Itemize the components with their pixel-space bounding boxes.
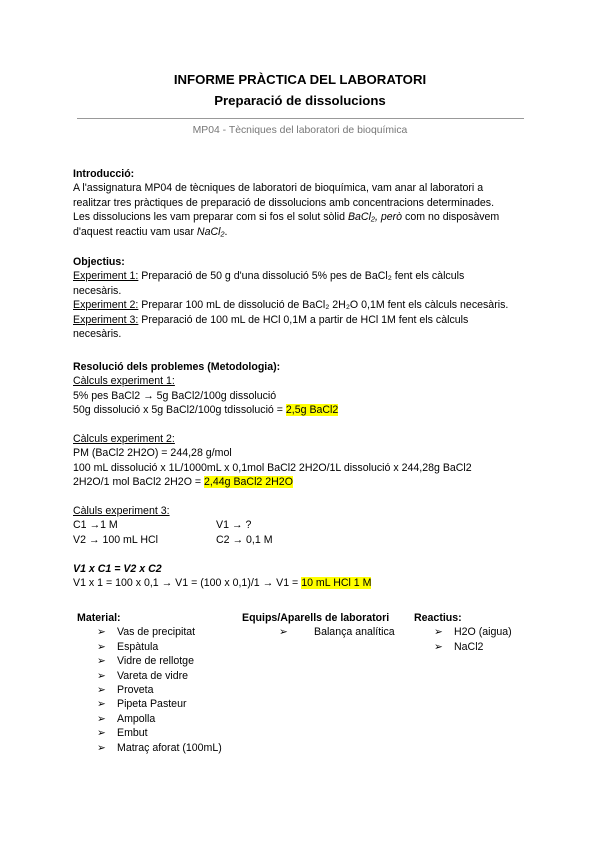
calc2-line-2: 100 mL dissolució x 1L/1000mL x 0,1mol BaCl2 2H2O/1L dissolució x 244,28g BaCl2 [73,461,472,474]
equipment-item-label: Balança analítica [314,626,395,639]
exp3-text: Preparació de 100 mL de HCl 0,1M a partir de HCl 1M fent els càlculs [138,313,469,326]
calc3-label: Càluls experiment 3: [73,505,170,517]
report-subtitle: Preparació de dissolucions [214,93,386,108]
intro-reagent-tail: . [224,225,228,238]
material-item [77,683,237,697]
course-name: MP04 - Tècniques del laboratori de bioquímica [192,125,408,136]
resolution-section [73,360,533,418]
calc2-line-3-text: 2H2O/1 mol BaCl2 2H2O = [73,476,205,489]
bullet-arrow-icon: ➢ [97,712,106,725]
material-item-label: Proveta [117,683,154,696]
objectives-heading: Objectius: [73,256,125,268]
reagent-item-label: H2O (aigua) [454,626,512,639]
bullet-arrow-icon: ➢ [97,626,106,639]
exp1-text: Preparació de 50 g d'una dissolució 5% pes de BaCl₂ fent els càlculs [138,270,465,283]
v1-value: V1 → ? [216,519,252,532]
resolution-heading: Resolució dels problemes (Metodologia): [73,361,281,373]
calc3-row-1 [73,518,533,532]
material-item [77,625,237,639]
calc2-section [73,432,533,490]
calc3-result: 10 mL HCl 1 M [301,577,372,590]
calc1-line-2 [73,403,533,417]
exp3-line-1 [73,313,533,327]
reagents-column [414,611,534,654]
material-item-label: Vas de precipitat [117,626,196,639]
calc2-label: Càlculs experiment 2: [73,433,175,445]
bullet-arrow-icon: ➢ [97,683,106,696]
material-item [77,697,237,711]
bullet-arrow-icon: ➢ [97,741,106,754]
material-item [77,741,237,755]
equipment-item [242,625,407,639]
exp1-label: Experiment 1: [73,270,139,283]
intro-solid: BaCl₂ [347,211,375,224]
calc1-label: Càlculs experiment 1: [73,375,175,388]
intro-line-3 [73,210,533,224]
calc3-section [73,504,533,547]
material-item [77,640,237,654]
calc2-line-1: PM (BaCl2 2H2O) = 244,28 g/mol [73,447,232,460]
reagent-item [414,640,534,654]
material-item-label: Espàtula [117,640,159,653]
exp2-line [73,298,533,312]
exp1-line-2: necesàris. [73,284,122,297]
intro-line-3-end: com no disposàvem [402,211,500,224]
v2-value: V2 → 100 mL HCl [73,533,158,546]
material-item [77,712,237,726]
reagent-item-label: NaCl2 [454,640,484,653]
bullet-arrow-icon: ➢ [97,640,106,653]
calc2-result: 2,44g BaCl2 2H2O [204,476,293,489]
exp3-label: Experiment 3: [73,313,139,326]
material-item-label: Pipeta Pasteur [117,698,187,711]
calc3-row-2 [73,533,533,547]
intro-line-4 [73,225,533,239]
material-item-label: Vareta de vidre [117,669,189,682]
bullet-arrow-icon: ➢ [97,727,106,740]
material-item [77,669,237,683]
intro-line-1: A l'assignatura MP04 de tècniques de laboratori de bioquímica, vam anar al laboratori a [73,182,484,195]
calc1-line-2-text: 50g dissolució x 5g BaCl2/100g tdissolució = [73,404,286,417]
material-item-label: Matraç aforat (100mL) [117,741,222,754]
formula-section [73,562,533,591]
calc2-line-3 [73,475,533,489]
bullet-arrow-icon: ➢ [97,669,106,682]
exp3-line-2: necesàris. [73,327,122,340]
intro-heading: Introducció: [73,168,135,180]
material-item-label: Ampolla [117,712,156,725]
bullet-arrow-icon: ➢ [434,626,443,639]
calc1-result: 2,5g BaCl2 [285,404,339,417]
exp2-label: Experiment 2: [73,299,139,312]
material-item-label: Vidre de rellotge [117,655,194,668]
intro-reagent: NaCl₂ [196,225,225,238]
intro-line-4-text: d'aquest reactiu vam usar [73,225,197,238]
reagents-heading: Reactius: [414,612,462,624]
header-rule [77,118,524,119]
calc3-line [73,576,533,590]
material-item [77,654,237,668]
materials-heading: Material: [77,612,121,624]
bullet-arrow-icon: ➢ [279,626,288,639]
c1-value: C1 →1 M [73,519,118,532]
calc1-line-1: 5% pes BaCl2 → 5g BaCl2/100g dissolució [73,389,277,402]
bullet-arrow-icon: ➢ [97,655,106,668]
report-title: INFORME PRÀCTICA DEL LABORATORI [173,72,427,87]
intro-line-3-text: Les dissolucions les vam preparar com si fos el solut sòlid [73,211,348,224]
c2-value: C2 → 0,1 M [216,533,273,546]
bullet-arrow-icon: ➢ [434,640,443,653]
materials-column [77,611,237,755]
intro-line-2: realitzar tres pràctiques de preparació de dissolucions amb concentracions determinades. [73,196,495,209]
intro-section [73,167,533,239]
reagent-item [414,625,534,639]
bullet-arrow-icon: ➢ [97,698,106,711]
materials-list [77,625,237,755]
exp1-line-1 [73,269,533,283]
equipment-heading: Equips/Aparells de laboratori [242,612,390,624]
intro-solid-tail: , però [374,211,403,224]
objectives-section [73,255,533,341]
dilution-formula: V1 x C1 = V2 x C2 [73,563,162,575]
material-item [77,726,237,740]
material-item-label: Embut [117,727,148,740]
calc3-line-text: V1 x 1 = 100 x 0,1 → V1 = (100 x 0,1)/1 → V1 = [73,577,302,590]
equipment-column [242,611,407,640]
exp2-text: Preparar 100 mL de dissolució de BaCl₂ 2H₂O 0,1M fent els càlculs necesàris. [138,299,509,312]
